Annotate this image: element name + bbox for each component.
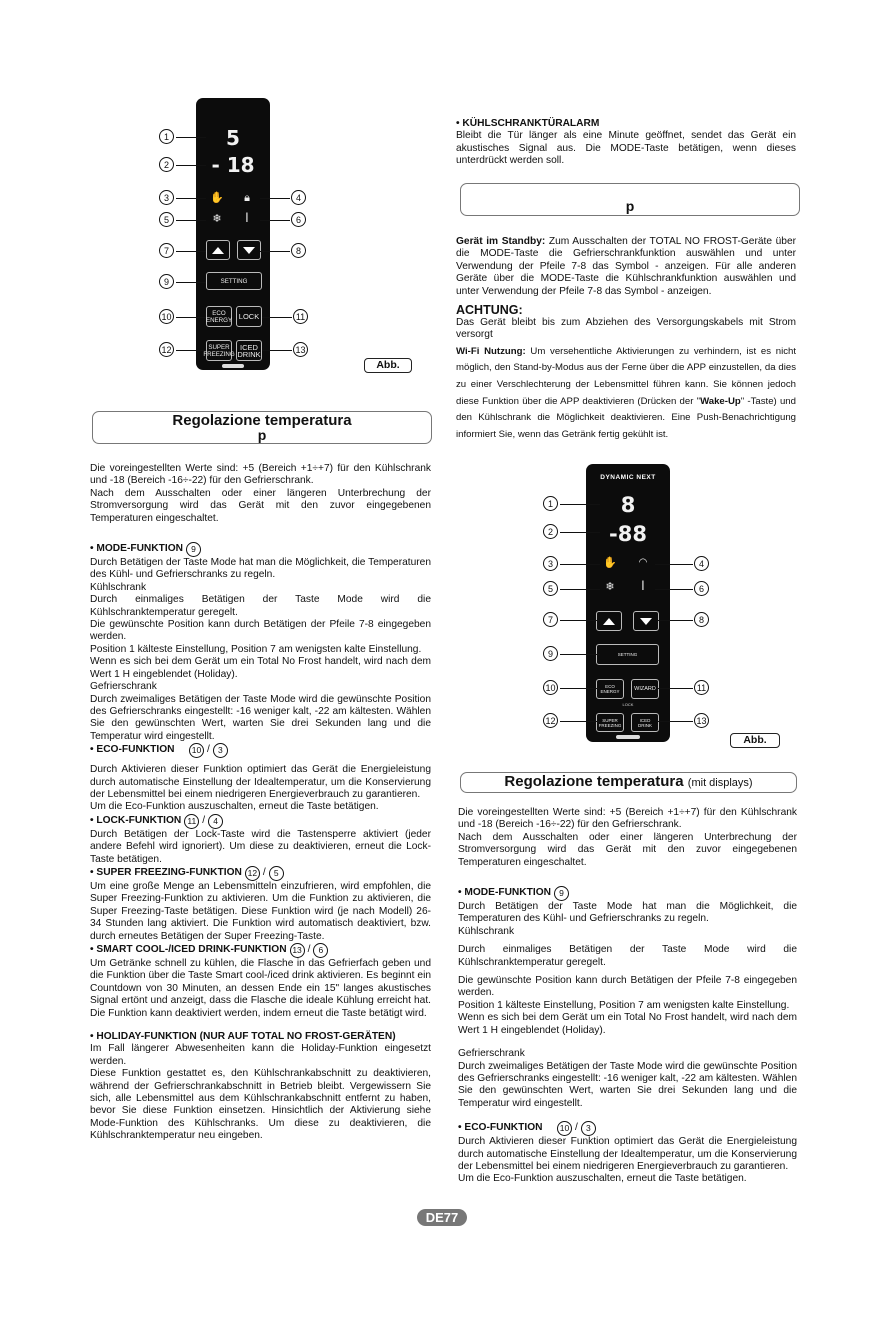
right-intro-1: Die voreingestellten Werte sind: +5 (Bereich +1÷+7) für den Kühlschrank und -18 (Bereich -16÷-22) für den Gefrierschrank.	[458, 807, 797, 831]
callout-line	[176, 137, 206, 138]
left-super-heading: • SUPER FREEZING-FUNKTION 12 / 5	[90, 866, 431, 881]
callout-line	[655, 589, 693, 590]
standby-text: Zum Ausschalten der TOTAL NO FROST-Geräte über die MODE-Taste die Gefrierschrankfunktion auswählen und unter Verwendung der Pfeile 7-8 das Symbol - anzeigen. Für alle anderen Geräte über die MODE-Taste die Kühlschrankfunktion auswählen und unter Verwendung der Pfeile 7-8 das Symbol - anzeigen.	[456, 236, 796, 297]
left-mode-p3: Die gewünschte Position kann durch Betätigen der Pfeile 7-8 eingegeben werden.	[90, 619, 431, 643]
right-section-title-box	[460, 772, 797, 793]
left-lock-p: Durch Betätigen der Lock-Taste wird die Tastensperre aktiviert (jeder andere Befehl wird ignoriert). Um diese zu deaktivieren, erneut die Lock-Taste betätigen.	[90, 828, 431, 865]
right-eco-heading: • ECO-FUNKTION 10 / 3	[458, 1121, 797, 1136]
callout-line	[560, 721, 600, 722]
callout-1: 1	[543, 496, 558, 511]
indicator-light	[616, 735, 640, 739]
right-section-title	[461, 773, 796, 792]
iced-drink-button[interactable]	[631, 713, 659, 732]
eco-energy-button[interactable]	[206, 306, 232, 327]
alarm-paragraph: Bleibt die Tür länger als eine Minute geöffnet, sendet das Gerät ein akustisches Signal aus. Die MODE-Taste betätigen, wenn dieses unterdrückt werden soll.	[456, 130, 796, 167]
callout-line	[176, 317, 206, 318]
down-button[interactable]	[237, 240, 261, 260]
super-label: SUPER	[208, 343, 230, 351]
setting-button[interactable]	[596, 644, 659, 665]
standby-box-subtitle: p	[625, 198, 635, 214]
lock-label: LOCK	[622, 702, 634, 707]
callout-line	[176, 282, 206, 283]
achtung-paragraph: Das Gerät bleibt bis zum Abziehen des Versorgungskabels mit Strom versorgt	[456, 317, 796, 341]
right-mode-p1: Durch Betätigen der Taste Mode hat man die Möglichkeit, die Temperaturen des Kühl- und Gefrierschranks zu regeln.	[458, 901, 797, 925]
callout-11: 11	[694, 680, 709, 695]
callout-6: 6	[694, 581, 709, 596]
super-label: SUPER	[602, 717, 618, 723]
display-temperature: -88	[609, 522, 647, 546]
badge-9: 9	[554, 886, 569, 901]
control-panel-figure-1	[196, 98, 270, 370]
right-gefrierschrank: Gefrierschrank	[458, 1048, 525, 1060]
lock-icon: 🔒︎	[244, 192, 250, 204]
right-intro-2: Nach dem Ausschalten oder einer längeren Unterbrechung der Stromversorgung wird das Gerät mit den zuvor eingegebenen Temperaturen eingeschaltet.	[458, 831, 797, 868]
eco-label: ECO	[605, 684, 615, 689]
right-bottom-text	[458, 807, 797, 1186]
callout-8: 8	[694, 612, 709, 627]
left-section-title: Regolazione temperatura	[172, 412, 352, 429]
display-digit: 8	[620, 493, 636, 517]
callout-line	[560, 564, 600, 565]
wifi-text-2: " -Taste) und den Kühlschrank die Möglichkeit deaktivieren. Eine Push-Benachrichtigung informiert Sie, wenn das Getränk fertig gekühlt ist.	[456, 395, 796, 440]
eco-energy-button[interactable]	[596, 679, 624, 699]
control-panel-figure-2	[586, 464, 670, 742]
callout-9: 9	[543, 646, 558, 661]
badge-12: 12	[245, 866, 260, 881]
left-intro-1: Die voreingestellten Werte sind: +5 (Bereich +1÷+7) für den Kühlschrank und -18 (Bereich -16÷-22) für den Gefrierschrank.	[90, 463, 431, 487]
callout-3: 3	[543, 556, 558, 571]
callout-5: 5	[543, 581, 558, 596]
down-arrow-icon	[243, 247, 255, 254]
super-freezing-button[interactable]	[596, 713, 624, 732]
setting-label: SETTING	[617, 652, 638, 657]
up-arrow-icon	[212, 247, 224, 254]
callout-13: 13	[293, 342, 308, 357]
badge-9: 9	[186, 542, 201, 557]
left-section-title-box	[92, 411, 432, 444]
badge-3: 3	[581, 1121, 596, 1136]
callout-2: 2	[543, 524, 558, 539]
iced-label: ICED	[639, 717, 651, 723]
callout-line	[657, 688, 693, 689]
alarm-heading: • KÜHLSCHRANKTÜRALARM	[456, 118, 600, 129]
wake-up-label: Wake-Up	[700, 395, 741, 407]
badge-11: 11	[184, 814, 199, 829]
thermometer-icon: ǀ	[245, 210, 249, 225]
indicator-light	[222, 364, 244, 368]
up-button[interactable]	[206, 240, 230, 260]
callout-4: 4	[694, 556, 709, 571]
left-intro-2: Nach dem Ausschalten oder einer längeren Unterbrechung der Stromversorgung wird das Gerät mit den zuvor eingegebenen Temperaturen eingeschaltet.	[90, 487, 431, 524]
thermometer-icon: ǀ	[641, 578, 645, 593]
left-holiday-p1: Im Fall längerer Abwesenheiten kann die Holiday-Funktion eingesetzt werden.	[90, 1043, 431, 1067]
figure-1-abb-label: Abb.	[364, 358, 412, 373]
right-mode-p3: Die gewünschte Position kann durch Betätigen der Pfeile 7-8 eingegeben werden.	[458, 975, 797, 999]
right-title-small: (mit displays)	[687, 777, 753, 789]
callout-3: 3	[159, 190, 174, 205]
callout-line	[176, 198, 206, 199]
badge-13: 13	[290, 943, 305, 958]
callout-9: 9	[159, 274, 174, 289]
down-button[interactable]	[633, 611, 659, 631]
left-eco-p1: Durch Aktivieren dieser Funktion optimiert das Gerät die Energieleistung durch automatische Einstellung der Idealtemperatur, um die Konservierung der Lebensmittel bei einem niedrigeren Energieverbrauch zu garantieren.	[90, 764, 431, 800]
callout-line	[260, 198, 290, 199]
badge-10: 10	[557, 1121, 572, 1136]
iced-drink-button[interactable]	[236, 340, 262, 361]
badge-10: 10	[189, 743, 204, 758]
mode-heading-text: • MODE-FUNKTION	[90, 543, 183, 555]
left-lock-heading: • LOCK-FUNKTION 11 / 4	[90, 814, 431, 829]
callout-line	[260, 251, 290, 252]
callout-6: 6	[291, 212, 306, 227]
wifi-icon: ◠	[638, 557, 648, 568]
freezing-label: FREEZING	[598, 722, 622, 728]
callout-10: 10	[159, 309, 174, 324]
left-section-subtitle: p	[257, 427, 267, 443]
left-super-p: Um eine große Menge an Lebensmitteln einzufrieren, wird empfohlen, die Super Freezing-Funktion zu aktivieren. Um die Funktion zu aktivieren, die Super Freezing-Taste betätigen. Diese Funktion wird (je nach Modell) 26-34 Stunden lang aktiviert. Die Funktion wird automatisch deaktiviert, bzw. durch erneutes Betätigen der Super Freezing-Taste.	[90, 880, 431, 942]
badge-4: 4	[208, 814, 223, 829]
right-kuehlschrank: Kühlschrank	[458, 925, 515, 937]
callout-line	[657, 721, 693, 722]
wizard-label: WIZARD	[634, 685, 656, 692]
left-mode-p1: Durch Betätigen der Taste Mode hat man die Möglichkeit, die Temperaturen des Kühl- und Gefrierschranks zu regeln.	[90, 557, 431, 581]
lock-button[interactable]	[236, 306, 262, 327]
up-button[interactable]	[596, 611, 622, 631]
left-smart-heading: • SMART COOL-/ICED DRINK-FUNKTION 13 / 6	[90, 943, 431, 958]
callout-12: 12	[159, 342, 174, 357]
drink-label: DRINK	[637, 722, 652, 728]
callout-13: 13	[694, 713, 709, 728]
callout-line	[262, 350, 292, 351]
right-top-text	[456, 118, 796, 168]
callout-line	[176, 251, 206, 252]
callout-line	[560, 504, 600, 505]
brand-label: DYNAMIC NEXT	[600, 474, 656, 481]
mode-heading-text: • MODE-FUNKTION	[458, 887, 551, 899]
eco-heading-text: • ECO-FUNKTION	[90, 744, 175, 756]
callout-line	[560, 654, 600, 655]
callout-11: 11	[293, 309, 308, 324]
badge-6: 6	[313, 943, 328, 958]
eco-heading-text: • ECO-FUNKTION	[458, 1122, 543, 1134]
callout-line	[176, 350, 206, 351]
right-mode-heading	[458, 886, 797, 901]
down-arrow-icon	[640, 618, 652, 625]
callout-7: 7	[159, 243, 174, 258]
standby-label: Gerät im Standby:	[456, 236, 546, 247]
badge-3: 3	[213, 743, 228, 758]
standby-paragraph	[456, 236, 796, 298]
callout-line	[176, 165, 206, 166]
callout-line	[657, 620, 693, 621]
drink-label: DRINK	[237, 349, 261, 359]
callout-5: 5	[159, 212, 174, 227]
right-title-text: Regolazione temperatura	[504, 773, 684, 790]
callout-line	[176, 220, 206, 221]
freezing-label: FREEZING	[203, 350, 235, 358]
callout-line	[560, 688, 600, 689]
right-mode-p5: Wenn es sich bei dem Gerät um ein Total No Frost handelt, wird nach dem Wert 1 H eingeblendet (Holiday).	[458, 1012, 797, 1036]
callout-line	[262, 317, 292, 318]
left-eco-heading: • ECO-FUNKTION 10 / 3	[90, 743, 431, 758]
callout-4: 4	[291, 190, 306, 205]
super-heading-text: • SUPER FREEZING-FUNKTION	[90, 867, 242, 879]
energy-label: ENERGY	[600, 689, 620, 694]
hand-icon: ✋	[603, 557, 617, 569]
up-arrow-icon	[603, 618, 615, 625]
callout-line	[260, 220, 290, 221]
left-smart-p: Um Getränke schnell zu kühlen, die Flasche in das Gefrierfach geben und die Funktion über die Taste Smart cool-/iced drink aktivieren. Es beginnt ein Countdown von 30 Minuten, an dessen Ende ein 15" langes akustisches Signal ertönt und anzeigt, dass die Flasche die ideale Kühlung erreicht hat. Die Funktion kann deaktiviert werden, indem erneut die Taste betätigt wird.	[90, 958, 431, 1019]
badge-5: 5	[269, 866, 284, 881]
iced-label: ICED	[240, 342, 258, 352]
setting-button[interactable]	[206, 272, 262, 290]
achtung-heading: ACHTUNG:	[456, 303, 523, 318]
left-eco-p2: Um die Eco-Funktion auszuschalten, erneut die Taste betätigen.	[90, 801, 379, 813]
right-mode-p2: Durch einmaliges Betätigen der Taste Mode wird die Kühlschranktemperatur geregelt.	[458, 944, 797, 968]
right-eco-p2: Um die Eco-Funktion auszuschalten, erneut die Taste betätigen.	[458, 1173, 747, 1185]
wifi-label: Wi-Fi Nutzung:	[456, 345, 526, 357]
callout-line	[655, 564, 693, 565]
left-kuehlschrank: Kühlschrank	[90, 581, 147, 593]
left-text-column	[90, 463, 431, 1143]
callout-7: 7	[543, 612, 558, 627]
left-gefrierschrank: Gefrierschrank	[90, 681, 157, 693]
super-freezing-button[interactable]	[203, 340, 235, 361]
right-eco-p1: Durch Aktivieren dieser Funktion optimiert das Gerät die Energieleistung durch automatische Einstellung der Idealtemperatur, um die Konservierung der Lebensmittel bei einem niedrigeren Energieverbrauch zu garantieren.	[458, 1136, 797, 1172]
wifi-paragraph	[456, 344, 796, 444]
callout-12: 12	[543, 713, 558, 728]
callout-10: 10	[543, 680, 558, 695]
standby-title-box	[460, 183, 800, 216]
setting-label: SETTING	[220, 277, 248, 285]
left-mode-p2: Durch einmaliges Betätigen der Taste Mode wird die Kühlschranktemperatur geregelt.	[90, 594, 431, 618]
right-mode-p6: Durch zweimaliges Betätigen der Taste Mode wird die gewünschte Position des Gefrierschranks eingestellt: -16 weniger kalt, -22 am kältesten. Wählen Sie den gewünschten Wert, warten Sie drei Sekunden lang und die Temperatur wird eingestellt.	[458, 1060, 797, 1109]
smart-heading-text: • SMART COOL-/ICED DRINK-FUNKTION	[90, 944, 287, 956]
wizard-button[interactable]	[631, 679, 659, 699]
left-mode-p6: Durch zweimaliges Betätigen der Taste Mode wird die gewünschte Position des Gefrierschranks eingestellt: -16 weniger kalt, -22 am kältesten. Wählen Sie den gewünschten Wert, warten Sie drei Sekunden lang und die Temperatur wird eingestellt.	[90, 693, 431, 742]
left-holiday-p2: Diese Funktion gestattet es, den Kühlschrankabschnitt zu deaktivieren, während der Gefrierschrankabschnitt in Betrieb bleibt. Vergewissern Sie sich, alle Lebensmittel aus dem Kühlschrankabschnitt entfernt zu haben, bevor Sie diese Funktion einsetzen. Hinsichtlich der Aktivierung siehe Mode-Funktion des Kühlschranks. Um diese zu deaktivieren, die Kühlschranktemperatur neu eingeben.	[90, 1068, 431, 1142]
eco-label: ECO	[212, 309, 226, 317]
callout-2: 2	[159, 157, 174, 172]
lock-heading-text: • LOCK-FUNKTION	[90, 815, 182, 827]
right-standby-text	[456, 236, 796, 443]
display-digit: 5	[226, 126, 240, 150]
snowflake-icon: ❄	[212, 213, 222, 225]
page-number: DE77	[417, 1209, 467, 1226]
snowflake-icon: ❄	[605, 581, 615, 593]
callout-line	[560, 620, 600, 621]
figure-2-abb-label: Abb.	[730, 733, 780, 748]
left-mode-p5: Wenn es sich bei dem Gerät um ein Total No Frost handelt, wird nach dem Wert 1 H eingeblendet (Holiday).	[90, 656, 431, 680]
left-mode-p4: Position 1 kälteste Einstellung, Position 7 am wenigsten kalte Einstellung.	[90, 643, 422, 655]
callout-line	[560, 589, 600, 590]
display-temperature: - 18	[211, 153, 255, 177]
right-mode-p4: Position 1 kälteste Einstellung, Position 7 am wenigsten kalte Einstellung.	[458, 999, 790, 1011]
wifi-text-1: Um versehentliche Aktivierungen zu verhindern, ist es nicht möglich, den Stand-by-Modus aus der Ferne über die APP einzustellen, da dies zu einer Verschlechterung der Lebensmittel führen kann. Sie können jedoch diese Funktion über die APP deaktivieren (Drücken der "	[456, 345, 797, 407]
callout-1: 1	[159, 129, 174, 144]
left-holiday-heading: • HOLIDAY-FUNKTION (NUR AUF TOTAL NO FROST-GERÄTEN)	[90, 1031, 396, 1043]
callout-8: 8	[291, 243, 306, 258]
left-mode-heading	[90, 542, 431, 557]
energy-label: ENERGY	[205, 316, 233, 324]
lock-label: LOCK	[238, 312, 260, 321]
callout-line	[560, 532, 600, 533]
hand-icon: ✋	[210, 192, 224, 204]
